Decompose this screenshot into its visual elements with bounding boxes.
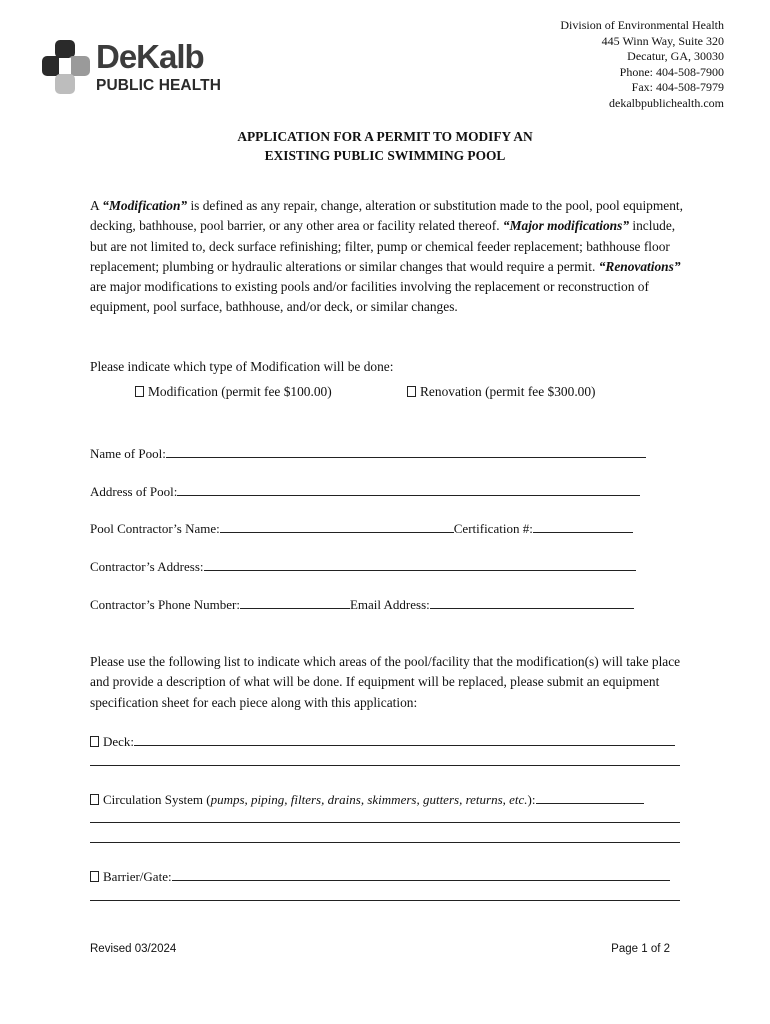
address-line: Decatur, GA, 30030: [627, 49, 724, 64]
circulation-description-line-1[interactable]: [90, 822, 680, 823]
contractor-phone-field[interactable]: Contractor’s Phone Number: Email Address:: [90, 596, 634, 613]
email-blank[interactable]: [430, 596, 634, 609]
areas-instructions: Please use the following list to indicate which areas of the pool/facility that the modification(s) will take place and provide a description of what will be done. If equipment will be replaced, please submit an equipment specification sheet for each piece along with this application:: [90, 654, 681, 710]
contractor-address-field[interactable]: Contractor’s Address:: [90, 558, 636, 575]
title-line-1: APPLICATION FOR A PERMIT TO MODIFY AN: [237, 129, 533, 144]
deck-row[interactable]: Deck:: [90, 733, 675, 750]
logo-mark-icon: [40, 38, 92, 100]
revised-date: Revised 03/2024: [90, 943, 177, 955]
barrier-description-line[interactable]: [90, 900, 680, 901]
title-line-2: EXISTING PUBLIC SWIMMING POOL: [264, 148, 506, 163]
address-line: Division of Environmental Health: [560, 18, 724, 32]
renovation-checkbox[interactable]: [407, 386, 416, 397]
logo-subtitle: PUBLIC HEALTH: [96, 77, 222, 94]
deck-description-line[interactable]: [90, 765, 680, 766]
certification-label: Certification #:: [453, 521, 533, 536]
option-modification[interactable]: Modification (permit fee $100.00): [135, 384, 332, 400]
address-line: 445 Winn Way, Suite 320: [601, 33, 724, 48]
circulation-blank[interactable]: [536, 791, 644, 804]
barrier-row[interactable]: Barrier/Gate:: [90, 868, 670, 885]
phone-line: Phone: 404-508-7900: [619, 64, 724, 79]
modification-checkbox[interactable]: [135, 386, 144, 397]
term-renovations: “Renovations”: [598, 258, 681, 274]
pool-name-field[interactable]: Name of Pool:: [90, 445, 646, 462]
term-modification: “Modification”: [102, 198, 188, 213]
circulation-row[interactable]: Circulation System (pumps, piping, filters, drains, skimmers, gutters, returns, etc.):: [90, 791, 644, 808]
barrier-blank[interactable]: [172, 868, 670, 881]
logo-wordmark: DeKalb: [96, 38, 204, 75]
website-line: dekalbpublichealth.com: [609, 95, 724, 110]
circulation-description-line-2[interactable]: [90, 842, 680, 843]
division-address-block: [560, 18, 724, 112]
circulation-hint: pumps, piping, filters, drains, skimmers, gutters, returns, etc.: [210, 792, 528, 807]
circulation-checkbox[interactable]: [90, 794, 99, 805]
term-major-modifications: “Major modifications”: [502, 218, 630, 234]
dekalb-public-health-logo: [40, 38, 240, 102]
type-prompt: Please indicate which type of Modification will be done:: [90, 359, 394, 374]
fax-line: Fax: 404-508-7979: [631, 80, 724, 95]
page-number: Page 1 of 2: [611, 943, 670, 955]
deck-blank[interactable]: [134, 733, 675, 746]
deck-checkbox[interactable]: [90, 736, 99, 747]
contractor-name-blank[interactable]: [220, 520, 454, 533]
contractor-address-blank[interactable]: [204, 558, 636, 571]
document-title: [0, 127, 770, 165]
option-renovation[interactable]: Renovation (permit fee $300.00): [407, 384, 596, 400]
barrier-checkbox[interactable]: [90, 871, 99, 882]
email-label: Email Address:: [349, 597, 430, 612]
certification-blank[interactable]: [533, 520, 633, 533]
pool-address-blank[interactable]: [177, 483, 640, 496]
contractor-phone-blank[interactable]: [240, 596, 350, 609]
pool-address-field[interactable]: Address of Pool:: [90, 483, 640, 500]
pool-name-blank[interactable]: [166, 445, 646, 458]
modification-definition: A “Modification” is defined as any repair, change, alteration or substitution made to the pool, pool equipment, decking, bathhouse, pool barrier, or any other area or facility related thereof. “Major modifications” include, but are not limited to, deck surface refinishing; filter, pump or chemical feeder replacement; bathhouse floor replacement; plumbing or hydraulic alterations or similar changes that would require a permit. “Renovations” are major modifications to existing pools and/or facilities involving the replacement or reconstruction of equipment, pool surface, bathhouse, and/or deck, or similar changes.: [90, 198, 683, 315]
contractor-name-field[interactable]: Pool Contractor’s Name: Certification #:: [90, 520, 633, 537]
